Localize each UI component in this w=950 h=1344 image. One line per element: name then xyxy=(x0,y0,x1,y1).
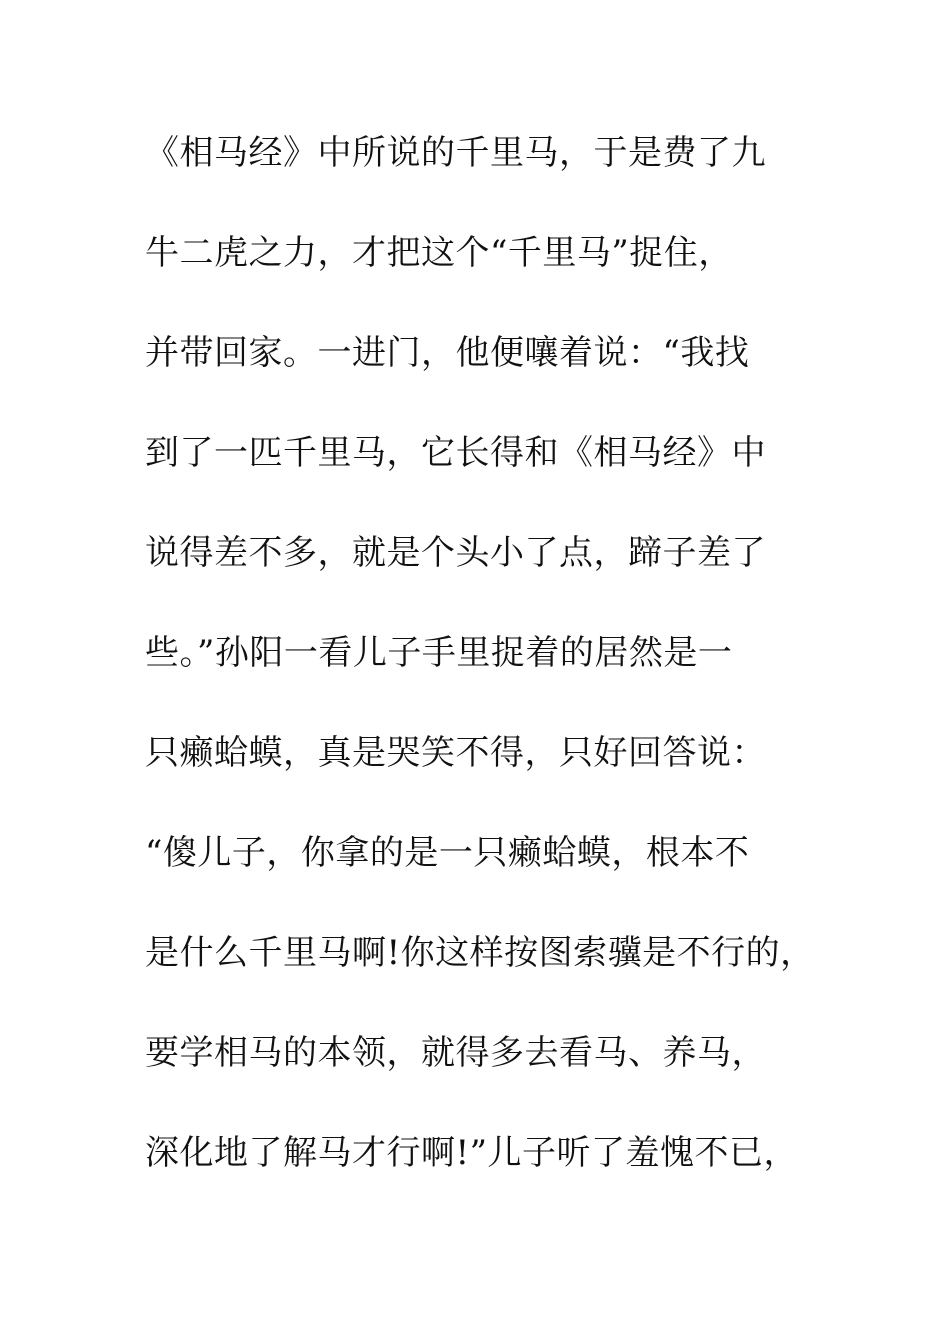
text-line: 说得差不多，就是个头小了点，蹄子差了 xyxy=(145,533,766,573)
text-line: 到了一匹千里马，它长得和《相马经》中 xyxy=(145,433,766,473)
text-line: 些。”孙阳一看儿子手里捉着的居然是一 xyxy=(145,633,733,673)
body-text xyxy=(145,128,845,1228)
text-line: 只癞蛤蟆，真是哭笑不得，只好回答说： xyxy=(145,733,766,773)
text-line: 并带回家。一进门，他便嚷着说：“我找 xyxy=(145,333,750,373)
text-line: 深化地了解马才行啊!”儿子听了羞愧不已， xyxy=(145,1133,799,1173)
text-line: 《相马经》中所说的千里马，于是费了九 xyxy=(145,133,766,173)
text-line: 要学相马的本领，就得多去看马、养马， xyxy=(145,1033,766,1073)
text-line: “傻儿子，你拿的是一只癞蛤蟆，根本不 xyxy=(145,833,750,873)
text-line: 牛二虎之力，才把这个“千里马”捉住， xyxy=(145,233,733,273)
text-line: 是什么千里马啊!你这样按图索骥是不行的， xyxy=(145,933,815,973)
